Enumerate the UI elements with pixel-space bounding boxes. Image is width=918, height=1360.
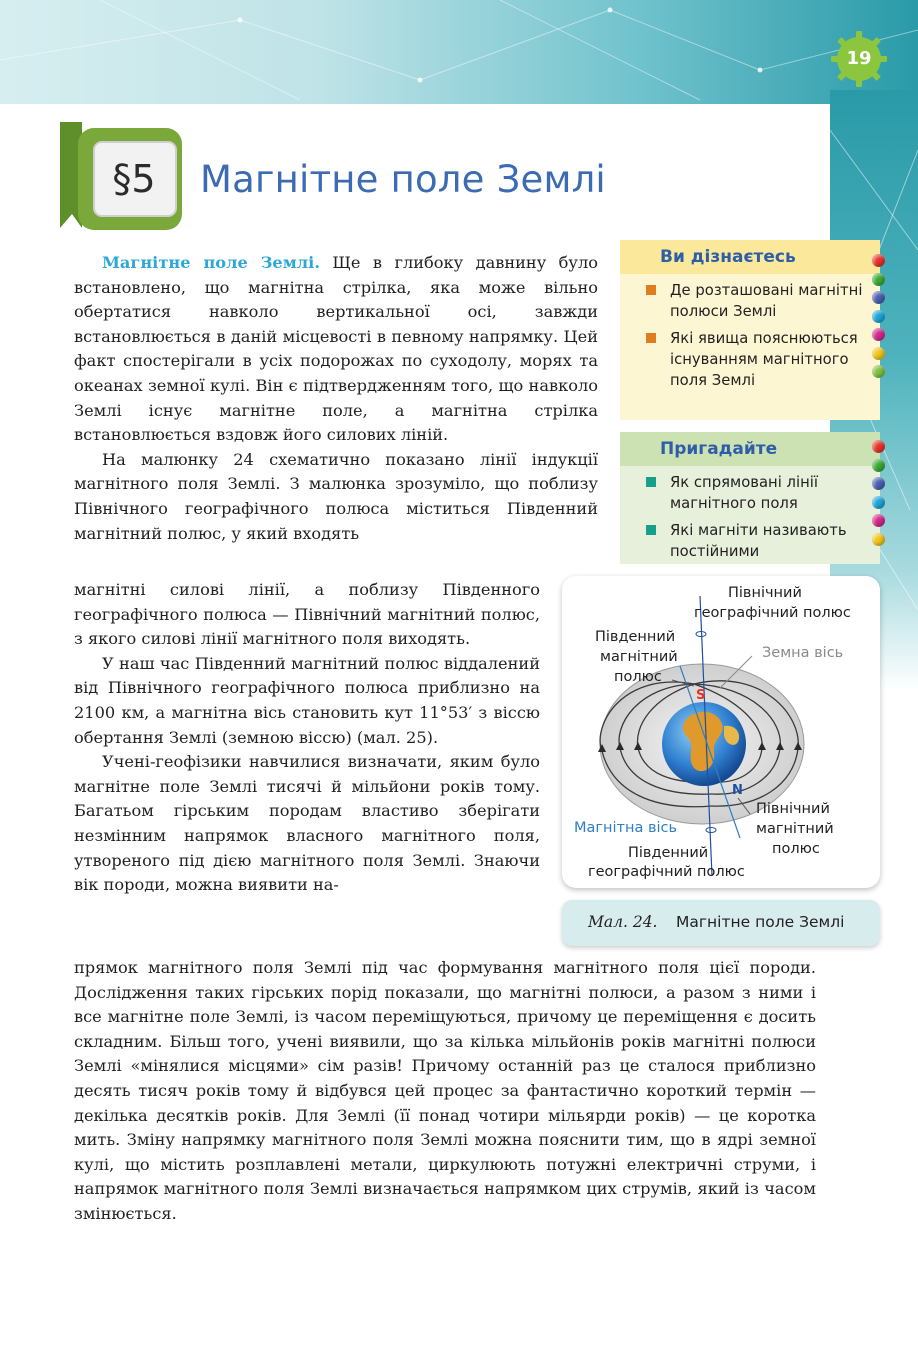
recall-box-list [644,472,874,568]
bead-icon [872,459,885,472]
label-magnetic-axis: Магнітна вісь [574,820,678,836]
paragraph: Учені-геофізики навчилися визначати, яким було магнітне поле Землі тисячі й мільйони років тому. Багатьом гірським породам властиво зберігати незмінним напрямок власного магнітного поля, утвореного під дією магнітного поля Землі. Знаючи вік породи, можна виявити на- [74,752,540,895]
label-n-pole: N [732,783,743,798]
bead-icon [872,477,885,490]
bead-icon [872,347,885,360]
label-north-geographic-line2: географічний полюс [694,605,851,621]
square-bullet-icon [646,477,656,487]
paragraph: прямок магнітного поля Землі під час формування магнітного поля цієї породи. Дослідження таких гірських порід показали, що магнітні полюси, а разом з ними і все магнітне поле Землі, із часом переміщуються, причому це переміщення є досить складним. Більш того, учені виявили, що за кілька мільйонів років магнітні полюси Землі «мінялися місцями» сім разів! Причому останній раз це сталося приблизно десять тисяч років тому й відбувся цей процес за фантастично короткий термін — декілька десятків років. Для Землі (її понад чотири мільярди років) — це коротка мить. Зміну напрямку магнітного поля Землі можна пояснити тим, що в ядрі земної кулі, що містить розплавлені метали, циркулюють потужні електричні струми, і напрямок магнітного поля Землі визначається напрямком цих струмів, який із часом змінюється. [74,958,816,1223]
list-item-text: Які явища пояснюються існуванням магнітного поля Землі [670,330,858,389]
label-north-magnetic-line1: Північний [756,801,830,817]
paragraph: На малюнку 24 схематично показано лінії індукції магнітного поля Землі. З малюнка зрозуміло, що поблизу Північного географічного полюса міститься Південний магнітний полюс, у який входять [74,449,598,543]
run-in-heading: Магнітне поле Землі. [102,253,320,272]
list-item [644,328,874,391]
square-bullet-icon [646,333,656,343]
header-banner [0,0,918,104]
learn-box-list [644,280,874,397]
figure-caption-text: Магнітне поле Землі [676,913,845,931]
learn-box [620,240,880,420]
label-north-magnetic-line2: магнітний [756,821,834,837]
bead-icon [872,273,885,286]
list-item [644,280,874,322]
paragraph: У наш час Південний магнітний полюс віддалений від Північного географічного полюса приблизно на 2100 км, а магнітна вісь становить кут 11°53′ з віссю обертання Землі (земною віссю) (мал. 25). [74,653,540,747]
paragraph: магнітні силові лінії, а поблизу Південного географічного полюса — Північний магнітний полюс, з якого силові лінії магнітного поля виходять. [74,580,540,649]
beads-decoration [872,440,888,551]
square-bullet-icon [646,285,656,295]
paragraph-text: Ще в глибоку давнину було встановлено, що магнітна стрілка, яка може вільно обертатися навколо вертикальної осі, завжди встановлюється в даній місцевості в певному напрямку. Цей факт спостерігали в усіх подорожах по суходолу, морях та океанах земної кулі. Він є підтвердженням того, що навколо Землі існує магнітне поле, а магнітна стрілка встановлюється вздовж його силових ліній. [74,253,598,445]
bead-icon [872,310,885,323]
label-s-pole: S [696,688,706,703]
label-south-magnetic-line3: полюс [614,669,662,685]
label-south-magnetic-line2: магнітний [600,649,678,665]
bead-icon [872,533,885,546]
figure-earth-magnetic-field [562,576,880,888]
bead-icon [872,254,885,267]
label-south-magnetic-line1: Південний [595,629,676,645]
recall-box [620,432,880,564]
list-item [644,472,874,514]
list-item-text: Які магніти називають постійними [670,522,847,560]
bead-icon [872,440,885,453]
list-item-text: Де розташовані магнітні полюси Землі [670,282,863,320]
bead-icon [872,365,885,378]
text-column-bottom [74,956,816,1227]
label-south-geographic-line1: Південний [628,845,709,861]
text-column-top [74,251,598,546]
learn-box-title: Ви дізнаєтесь [620,240,880,274]
bead-icon [872,291,885,304]
label-earth-axis: Земна вісь [762,645,844,661]
bead-icon [872,328,885,341]
beads-decoration [872,254,888,384]
figure-caption-number: Мал. 24. [588,913,658,931]
recall-box-title: Пригадайте [620,432,880,466]
label-north-geographic-line1: Північний [728,585,802,601]
bead-icon [872,496,885,509]
network-pattern-icon [0,0,918,104]
list-item-text: Як спрямовані лінії магнітного поля [670,474,818,512]
label-south-geographic-line2: географічний полюс [588,864,745,880]
square-bullet-icon [646,525,656,535]
bead-icon [872,514,885,527]
text-column-middle [74,578,540,898]
page-title: Магнітне поле Землі [200,158,606,201]
label-north-magnetic-line3: полюс [772,841,820,857]
page-number: 19 [846,48,872,69]
paragraph [74,251,598,448]
section-number: §5 [112,157,156,201]
list-item [644,520,874,562]
